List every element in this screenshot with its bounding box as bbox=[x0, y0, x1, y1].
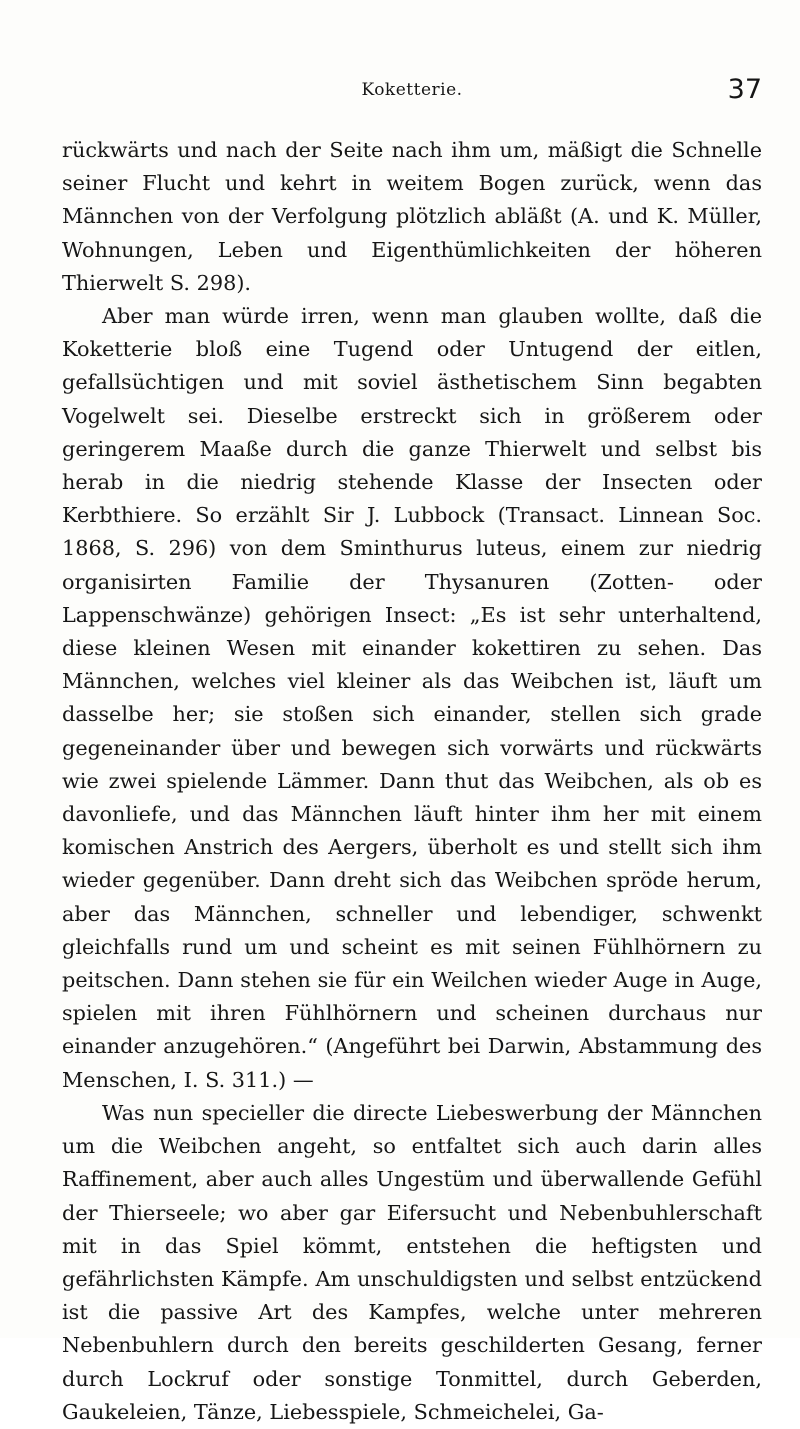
body-text bbox=[62, 134, 762, 1429]
page-header bbox=[62, 74, 762, 114]
running-head: Koketterie. bbox=[361, 80, 463, 100]
page-number: 37 bbox=[727, 74, 762, 105]
paragraph-2: Aber man würde irren, wenn man glauben wollte, daß die Koketterie bloß eine Tugend oder Untugend der eitlen, gefallsüchtigen und mit soviel ästhetischem Sinn begabten Vogelwelt sei. Dieselbe erstreckt sich in größerem oder geringerem Maaße durch die ganze Thierwelt und selbst bis herab in die niedrig stehende Klasse der Insecten oder Kerbthiere. So erzählt Sir J. Lubbock (Transact. Linnean Soc. 1868, S. 296) von dem Sminthurus luteus, einem zur niedrig organisirten Familie der Thysanuren (Zotten- oder Lappenschwänze) gehörigen Insect: „Es ist sehr unterhaltend, diese kleinen Wesen mit einander kokettiren zu sehen. Das Männchen, welches viel kleiner als das Weibchen ist, läuft um dasselbe her; sie stoßen sich einander, stellen sich grade gegeneinander über und bewegen sich vorwärts und rückwärts wie zwei spielende Lämmer. Dann thut das Weibchen, als ob es davonliefe, und das Männchen läuft hinter ihm her mit einem komischen Anstrich des Aergers, überholt es und stellt sich ihm wieder gegenüber. Dann dreht sich das Weibchen spröde herum, aber das Männchen, schneller und lebendiger, schwenkt gleichfalls rund um und scheint es mit seinen Fühlhörnern zu peitschen. Dann stehen sie für ein Weilchen wieder Auge in Auge, spielen mit ihren Fühlhörnern und scheinen durchaus nur einander anzugehören.“ (Angeführt bei Darwin, Abstammung des Menschen, I. S. 311.) — bbox=[62, 304, 762, 1092]
paragraph-1: rückwärts und nach der Seite nach ihm um, mäßigt die Schnelle seiner Flucht und kehrt in weitem Bogen zurück, wenn das Männchen von der Verfolgung plötzlich abläßt (A. und K. Müller, Wohnungen, Leben und Eigenthümlichkeiten der höheren Thierwelt S. 298). bbox=[62, 138, 762, 295]
paragraph-3: Was nun specieller die directe Liebeswerbung der Männchen um die Weibchen angeht, so entfaltet sich auch darin alles Raffinement, aber auch alles Ungestüm und überwallende Gefühl der Thierseele; wo aber gar Eifersucht und Nebenbuhlerschaft mit in das Spiel kömmt, entstehen die heftigsten und gefährlichsten Kämpfe. Am unschuldigsten und selbst entzückend ist die passive Art des Kampfes, welche unter mehreren Nebenbuhlern durch den bereits geschilderten Gesang, ferner durch Lockruf oder sonstige Tonmittel, durch Geberden, Gaukeleien, Tänze, Liebesspiele, Schmeichelei, Ga- bbox=[62, 1100, 762, 1424]
